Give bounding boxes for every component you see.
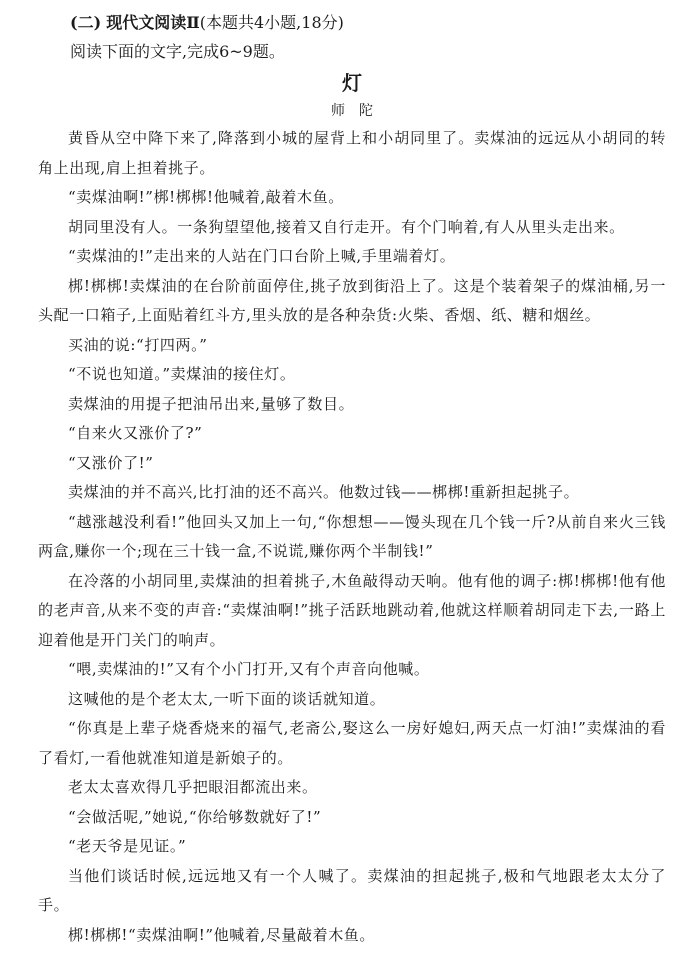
section-meta: (本题共4小题,18分) — [199, 13, 344, 32]
story-title: 灯 — [342, 71, 362, 95]
paragraph: 梆!梆梆!“卖煤油啊!”他喊着,尽量敲着木鱼。 — [68, 925, 375, 944]
story-body — [38, 124, 666, 950]
paragraph: “喂,卖煤油的!”又有个小门打开,又有个声音向他喊。 — [68, 660, 430, 678]
paragraph: “会做活呢,”她说,“你给够数就好了!” — [68, 807, 322, 826]
paragraph: “越涨越没利看!”他回头又加上一句,“你想想——馒头现在几个钱一斤?从前自来火三钱两盒,赚你一个;现在三十钱一盒,不说谎,赚你两个半制钱!” — [38, 512, 666, 560]
paragraph: 在冷落的小胡同里,卖煤油的担着挑子,木鱼敲得动天响。他有他的调子:梆!梆梆!他有他的老声音,从来不变的声音:“卖煤油啊!”挑子活跃地跳动着,他就这样顺着胡同走下去,一路上迎着他是开门关门的响声。 — [38, 571, 666, 649]
paragraph: “卖煤油啊!”梆!梆梆!他喊着,敲着木鱼。 — [68, 188, 344, 206]
paragraph: “不说也知道。”卖煤油的接住灯。 — [68, 365, 296, 383]
paragraph: 梆!梆梆!卖煤油的在台阶前面停住,挑子放到街沿上了。这是个装着架子的煤油桶,另一头配一口箱子,上面贴着红斗方,里头放的是各种杂货:火柴、香烟、纸、糖和烟丝。 — [38, 276, 666, 324]
paragraph: “老天爷是见证。” — [68, 837, 187, 855]
section-header — [38, 8, 666, 37]
reading-instruction: 阅读下面的文字,完成6~9题。 — [70, 42, 285, 61]
paragraph: “自来火又涨价了?” — [68, 424, 203, 442]
paragraph: “你真是上辈子烧香烧来的福气,老斋公,娶这么一房好媳妇,两天点一灯油!”卖煤油的看了看灯,一看他就准知道是新娘子的。 — [38, 719, 666, 767]
section-number: (二) — [70, 13, 102, 32]
story-author: 师陀 — [331, 103, 387, 119]
paragraph: 胡同里没有人。一条狗望望他,接着又自行走开。有个门响着,有人从里头走出来。 — [68, 217, 625, 236]
paragraph: 卖煤油的用提子把油吊出来,量够了数目。 — [68, 394, 355, 413]
paragraph: 这喊他的是个老太太,一听下面的谈话就知道。 — [68, 689, 386, 708]
paragraph: 老太太喜欢得几乎把眼泪都流出来。 — [68, 778, 318, 796]
paragraph: “又涨价了!” — [68, 453, 154, 472]
paragraph: 当他们谈话时候,远远地又有一个人喊了。卖煤油的担起挑子,极和气地跟老太太分了手。 — [38, 866, 666, 914]
section-name: 现代文阅读Ⅱ — [106, 13, 200, 32]
paragraph: “卖煤油的!”走出来的人站在门口台阶上喊,手里端着灯。 — [68, 247, 456, 265]
paragraph: 买油的说:“打四两。” — [68, 335, 208, 354]
paragraph: 黄昏从空中降下来了,降落到小城的屋背上和小胡同里了。卖煤油的远远从小胡同的转角上出现,肩上担着挑子。 — [38, 129, 666, 177]
paragraph: 卖煤油的并不高兴,比打油的还不高兴。他数过钱——梆梆!重新担起挑子。 — [68, 483, 580, 501]
